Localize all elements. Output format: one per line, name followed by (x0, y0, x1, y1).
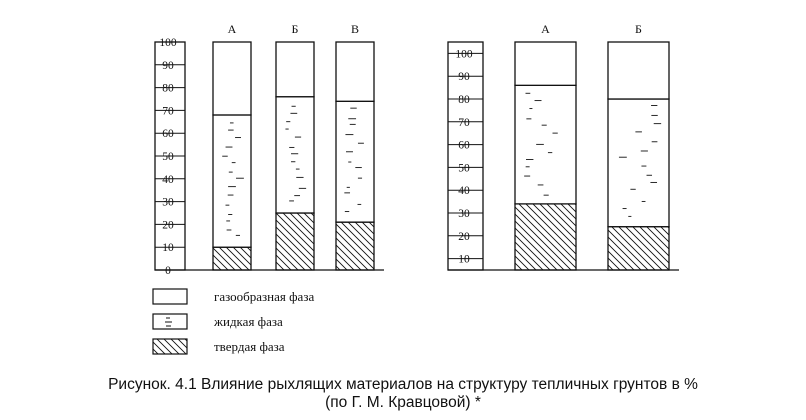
legend-swatch-solid (153, 339, 187, 354)
y-tick-label: 10 (162, 242, 174, 255)
y-tick-label: 80 (458, 94, 470, 106)
y-axis-scale (155, 37, 185, 277)
bar-segment-solid (608, 227, 669, 270)
stacked-bar (213, 22, 251, 270)
y-axis-scale (448, 42, 483, 270)
y-tick-label: 0 (165, 265, 171, 277)
legend-label-liquid: жидкая фаза (214, 314, 283, 329)
bar-segment-gas (276, 42, 314, 97)
y-tick-label: 40 (162, 173, 174, 186)
bar-segment-solid (213, 247, 251, 270)
y-tick-label: 20 (162, 219, 174, 232)
legend-item-liquid (153, 314, 283, 329)
stacked-bar (608, 22, 669, 270)
bar-segment-gas (336, 42, 374, 101)
y-tick-label: 90 (162, 59, 174, 72)
legend-label-gas: газообразная фаза (214, 289, 315, 304)
y-tick-label: 50 (458, 162, 470, 175)
bar-category-label: Б (291, 22, 299, 36)
bar-segment-gas (213, 42, 251, 115)
y-tick-label: 60 (162, 128, 174, 141)
legend-item-gas (153, 289, 314, 304)
legend (153, 289, 314, 354)
bar-segment-solid (336, 222, 374, 270)
bar-category-label: Б (635, 22, 642, 36)
legend-item-solid (153, 339, 285, 354)
y-tick-label: 10 (458, 253, 470, 266)
bar-segment-solid (276, 213, 314, 270)
y-tick-label: 100 (159, 37, 177, 49)
y-tick-label: 50 (162, 151, 174, 163)
y-tick-label: 80 (162, 82, 174, 95)
y-tick-label: 30 (162, 196, 174, 209)
chart-right (448, 22, 679, 270)
bar-category-label: В (350, 22, 360, 36)
y-tick-label: 90 (458, 71, 470, 84)
stacked-bar (336, 22, 374, 270)
y-tick-label: 70 (458, 116, 470, 129)
bar-segment-liquid (608, 99, 669, 227)
y-tick-label: 70 (162, 105, 174, 118)
chart-left (155, 22, 384, 277)
bar-category-label: А (541, 22, 550, 36)
legend-label-solid: твердая фаза (214, 339, 285, 354)
bar-segment-gas (608, 42, 669, 99)
bar-segment-liquid (213, 115, 251, 247)
y-tick-label: 60 (458, 139, 470, 152)
y-tick-label: 40 (458, 185, 470, 198)
bar-segment-gas (515, 42, 576, 85)
stacked-bar (515, 22, 576, 270)
legend-swatch-gas (153, 289, 187, 304)
bar-segment-liquid (515, 85, 576, 204)
y-tick-label: 20 (458, 230, 470, 243)
y-tick-label: 30 (458, 208, 470, 220)
caption-line-2: (по Г. М. Кравцовой) * (325, 394, 481, 411)
caption-line-1: Рисунок. 4.1 Влияние рыхлящих материалов на структуру тепличных грунтов в % (108, 376, 698, 393)
bar-category-label: А (227, 22, 237, 36)
stacked-bar (276, 22, 314, 270)
bar-segment-liquid (336, 101, 374, 222)
y-tick-label: 100 (455, 48, 473, 61)
bar-segment-solid (515, 204, 576, 270)
